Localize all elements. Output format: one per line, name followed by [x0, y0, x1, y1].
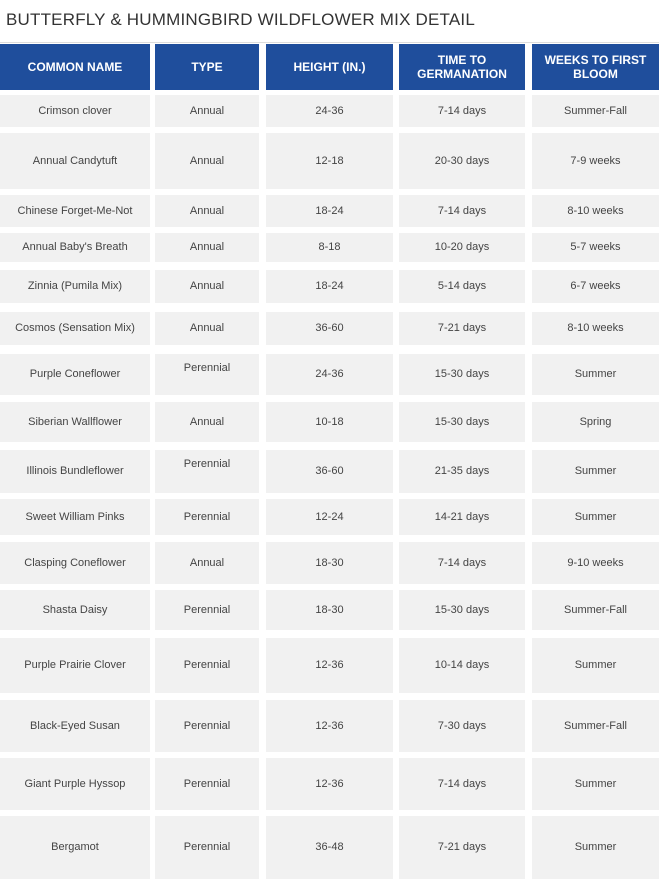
- cell-bloom: 9-10 weeks: [532, 542, 659, 584]
- cell-germination: 7-14 days: [399, 95, 525, 127]
- cell-bloom: Summer: [532, 450, 659, 493]
- cell-name: Chinese Forget-Me-Not: [0, 195, 150, 227]
- cell-bloom: 8-10 weeks: [532, 312, 659, 345]
- cell-type: Perennial: [155, 499, 259, 535]
- column-header-bloom: WEEKS TO FIRST BLOOM: [532, 44, 659, 90]
- cell-height: 18-24: [266, 270, 393, 303]
- cell-type: Annual: [155, 195, 259, 227]
- cell-name: Bergamot: [0, 816, 150, 879]
- cell-height: 36-60: [266, 312, 393, 345]
- cell-bloom: Summer: [532, 758, 659, 810]
- page-title: BUTTERFLY & HUMMINGBIRD WILDFLOWER MIX DETAIL: [6, 10, 475, 29]
- cell-type: Annual: [155, 133, 259, 189]
- cell-name: Siberian Wallflower: [0, 402, 150, 442]
- cell-bloom: 7-9 weeks: [532, 133, 659, 189]
- cell-bloom: 6-7 weeks: [532, 270, 659, 303]
- cell-name: Purple Coneflower: [0, 354, 150, 395]
- cell-bloom: Summer: [532, 499, 659, 535]
- cell-height: 8-18: [266, 233, 393, 262]
- cell-name: Annual Candytuft: [0, 133, 150, 189]
- cell-name: Cosmos (Sensation Mix): [0, 312, 150, 345]
- cell-type: Annual: [155, 312, 259, 345]
- cell-type: Annual: [155, 402, 259, 442]
- cell-germination: 10-14 days: [399, 638, 525, 693]
- cell-germination: 5-14 days: [399, 270, 525, 303]
- cell-height: 12-24: [266, 499, 393, 535]
- cell-height: 10-18: [266, 402, 393, 442]
- column-header-height: HEIGHT (IN.): [266, 44, 393, 90]
- cell-height: 12-36: [266, 638, 393, 693]
- cell-name: Illinois Bundleflower: [0, 450, 150, 493]
- cell-type: Annual: [155, 95, 259, 127]
- cell-type: Perennial: [155, 638, 259, 693]
- cell-height: 18-30: [266, 590, 393, 630]
- cell-germination: 14-21 days: [399, 499, 525, 535]
- cell-bloom: Summer: [532, 638, 659, 693]
- cell-name: Sweet William Pinks: [0, 499, 150, 535]
- cell-name: Zinnia (Pumila Mix): [0, 270, 150, 303]
- cell-bloom: 8-10 weeks: [532, 195, 659, 227]
- cell-bloom: Summer-Fall: [532, 700, 659, 752]
- cell-type: Perennial: [155, 354, 259, 395]
- column-header-germination: TIME TO GERMANATION: [399, 44, 525, 90]
- cell-germination: 7-14 days: [399, 758, 525, 810]
- cell-height: 18-30: [266, 542, 393, 584]
- cell-type: Annual: [155, 233, 259, 262]
- cell-height: 24-36: [266, 95, 393, 127]
- cell-type: Perennial: [155, 450, 259, 493]
- cell-type: Perennial: [155, 758, 259, 810]
- cell-germination: 15-30 days: [399, 402, 525, 442]
- cell-germination: 7-21 days: [399, 312, 525, 345]
- cell-bloom: Spring: [532, 402, 659, 442]
- cell-name: Black-Eyed Susan: [0, 700, 150, 752]
- cell-type: Perennial: [155, 590, 259, 630]
- cell-name: Giant Purple Hyssop: [0, 758, 150, 810]
- column-header-type: TYPE: [155, 44, 259, 90]
- cell-height: 24-36: [266, 354, 393, 395]
- cell-germination: 15-30 days: [399, 590, 525, 630]
- cell-type: Annual: [155, 270, 259, 303]
- cell-name: Purple Prairie Clover: [0, 638, 150, 693]
- cell-bloom: Summer-Fall: [532, 590, 659, 630]
- cell-height: 12-36: [266, 758, 393, 810]
- cell-height: 36-60: [266, 450, 393, 493]
- cell-germination: 7-14 days: [399, 195, 525, 227]
- cell-germination: 7-30 days: [399, 700, 525, 752]
- cell-name: Clasping Coneflower: [0, 542, 150, 584]
- column-header-name: COMMON NAME: [0, 44, 150, 90]
- cell-name: Annual Baby's Breath: [0, 233, 150, 262]
- cell-type: Perennial: [155, 700, 259, 752]
- cell-name: Shasta Daisy: [0, 590, 150, 630]
- cell-height: 12-36: [266, 700, 393, 752]
- cell-type: Annual: [155, 542, 259, 584]
- cell-germination: 7-14 days: [399, 542, 525, 584]
- cell-name: Crimson clover: [0, 95, 150, 127]
- cell-bloom: 5-7 weeks: [532, 233, 659, 262]
- cell-type: Perennial: [155, 816, 259, 879]
- cell-germination: 20-30 days: [399, 133, 525, 189]
- cell-bloom: Summer-Fall: [532, 95, 659, 127]
- cell-height: 36-48: [266, 816, 393, 879]
- cell-germination: 21-35 days: [399, 450, 525, 493]
- cell-germination: 15-30 days: [399, 354, 525, 395]
- cell-germination: 7-21 days: [399, 816, 525, 879]
- cell-germination: 10-20 days: [399, 233, 525, 262]
- cell-bloom: Summer: [532, 354, 659, 395]
- cell-height: 12-18: [266, 133, 393, 189]
- title-divider: [0, 42, 659, 43]
- cell-height: 18-24: [266, 195, 393, 227]
- cell-bloom: Summer: [532, 816, 659, 879]
